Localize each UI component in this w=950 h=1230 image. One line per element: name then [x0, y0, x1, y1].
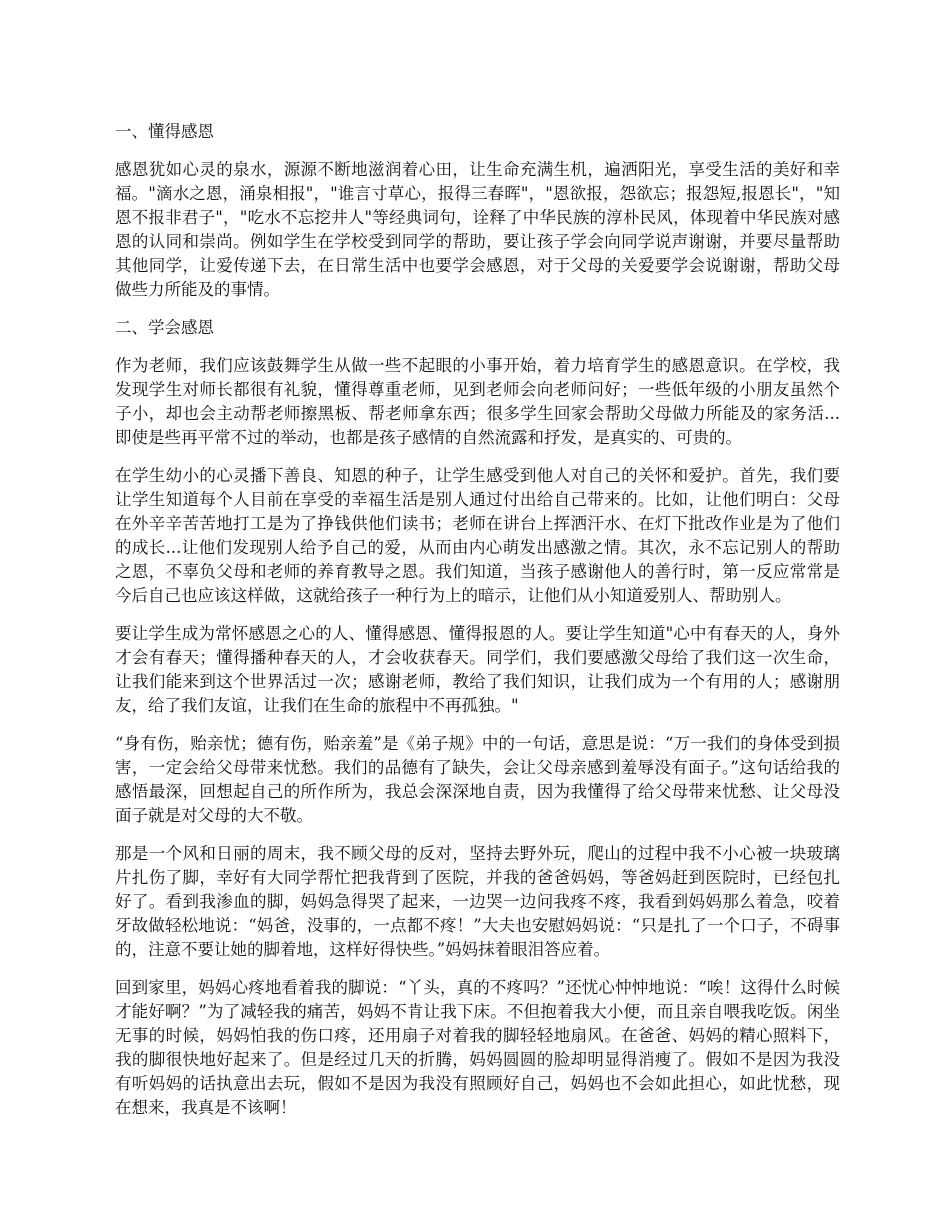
paragraph-grateful-people: 要让学生成为常怀感恩之心的人、懂得感恩、懂得报恩的人。要让学生知道"心中有春天的人，身外才会有春天；懂得播种春天的人，才会收获春天。同学们，我们要感激父母给了我们这一次生命，让我们能来到这个世界活过一次；感谢老师，教给了我们知识，让我们成为一个有用的人；感谢朋友，给了我们友谊，让我们在生命的旅程中不再孤独。"	[115, 624, 840, 715]
paragraph-back-home: 回到家里，妈妈心疼地看着我的脚说：“丫头，真的不疼吗？”还忧心忡忡地说：“唉！这得什么时候才能好啊？”为了减轻我的痛苦，妈妈不肯让我下床。不但抱着我大小便，而且亲自喂我吃饭。闲坐无事的时候，妈妈怕我的伤口疼，还用扇子对着我的脚轻轻地扇风。在爸爸、妈妈的精心照料下，我的脚很快地好起来了。但是经过几天的折腾，妈妈圆圆的脸却明显得消瘦了。假如不是因为我没有听妈妈的话执意出去玩，假如不是因为我没有照顾好自己，妈妈也不会如此担心，如此忧愁，现在想来，我真是不该啊！	[115, 978, 840, 1117]
section-heading-2: 二、学会感恩	[115, 318, 214, 337]
paragraph-dizigui-quote: “身有伤，贻亲忧；德有伤，贻亲羞”是《弟子规》中的一句话，意思是说：“万一我们的身体受到损害，一定会给父母带来忧愁。我们的品德有了缺失，会让父母亲感到羞辱没有面子。”这句话给我的感悟最深，回想起自己的所作所为，我总会深深地自责，因为我懂得了给父母带来忧愁、让父母没面子就是对父母的大不敬。	[115, 734, 840, 825]
paragraph-gratitude-intro: 感恩犹如心灵的泉水，源源不断地滋润着心田，让生命充满生机，遍洒阳光，享受生活的美好和幸福。"滴水之恩，涌泉相报"，"谁言寸草心，报得三春晖"，"恩欲报，怨欲忘；报怨短,报恩长"，"知恩不报非君子"，"吃水不忘挖井人"等经典词句，诠释了中华民族的淳朴民风，体现着中华民族对感恩的认同和崇尚。例如学生在学校受到同学的帮助，要让孩子学会向同学说声谢谢，并要尽量帮助其他同学，让爱传递下去，在日常生活中也要学会感恩，对于父母的关爱要学会说谢谢，帮助父母做些力所能及的事情。	[115, 160, 840, 299]
paragraph-teacher-role: 作为老师，我们应该鼓舞学生从做一些不起眼的小事开始，着力培育学生的感恩意识。在学校，我发现学生对师长都很有礼貌，懂得尊重老师，见到老师会向老师问好；一些低年级的小朋友虽然个子小，却也会主动帮老师擦黑板、帮老师拿东西；很多学生回家会帮助父母做力所能及的家务活...即使是些再平常不过的举动，也都是孩子感情的自然流露和抒发，是真实的、可贵的。	[115, 356, 840, 447]
section-heading-1: 一、懂得感恩	[115, 122, 214, 141]
paragraph-weekend-injury: 那是一个风和日丽的周末，我不顾父母的反对，坚持去野外玩，爬山的过程中我不小心被一块玻璃片扎伤了脚，幸好有大同学帮忙把我背到了医院，并我的爸爸妈妈，等爸妈赶到医院时，已经包扎好了。看到我渗血的脚，妈妈急得哭了起来，一边哭一边问我疼不疼，我看到妈妈那么着急，咬着牙故做轻松地说：“妈爸，没事的，一点都不疼！”大夫也安慰妈妈说：“只是扎了一个口子，不碍事的，注意不要让她的脚着地，这样好得快些。”妈妈抹着眼泪答应着。	[115, 844, 840, 959]
document-page	[115, 120, 840, 1134]
paragraph-plant-seeds: 在学生幼小的心灵播下善良、知恩的种子，让学生感受到他人对自己的关怀和爱护。首先，我们要让学生知道每个人目前在享受的幸福生活是别人通过付出给自己带来的。比如，让他们明白：父母在外辛辛苦苦地打工是为了挣钱供他们读书；老师在讲台上挥洒汗水、在灯下批改作业是为了他们的成长...让他们发现别人给予自己的爱，从而由内心萌发出感激之情。其次，永不忘记别人的帮助之恩，不辜负父母和老师的养育教导之恩。我们知道，当孩子感谢他人的善行时，第一反应常常是今后自己也应该这样做，这就给孩子一种行为上的暗示，让他们从小知道爱别人、帮助别人。	[115, 466, 840, 605]
